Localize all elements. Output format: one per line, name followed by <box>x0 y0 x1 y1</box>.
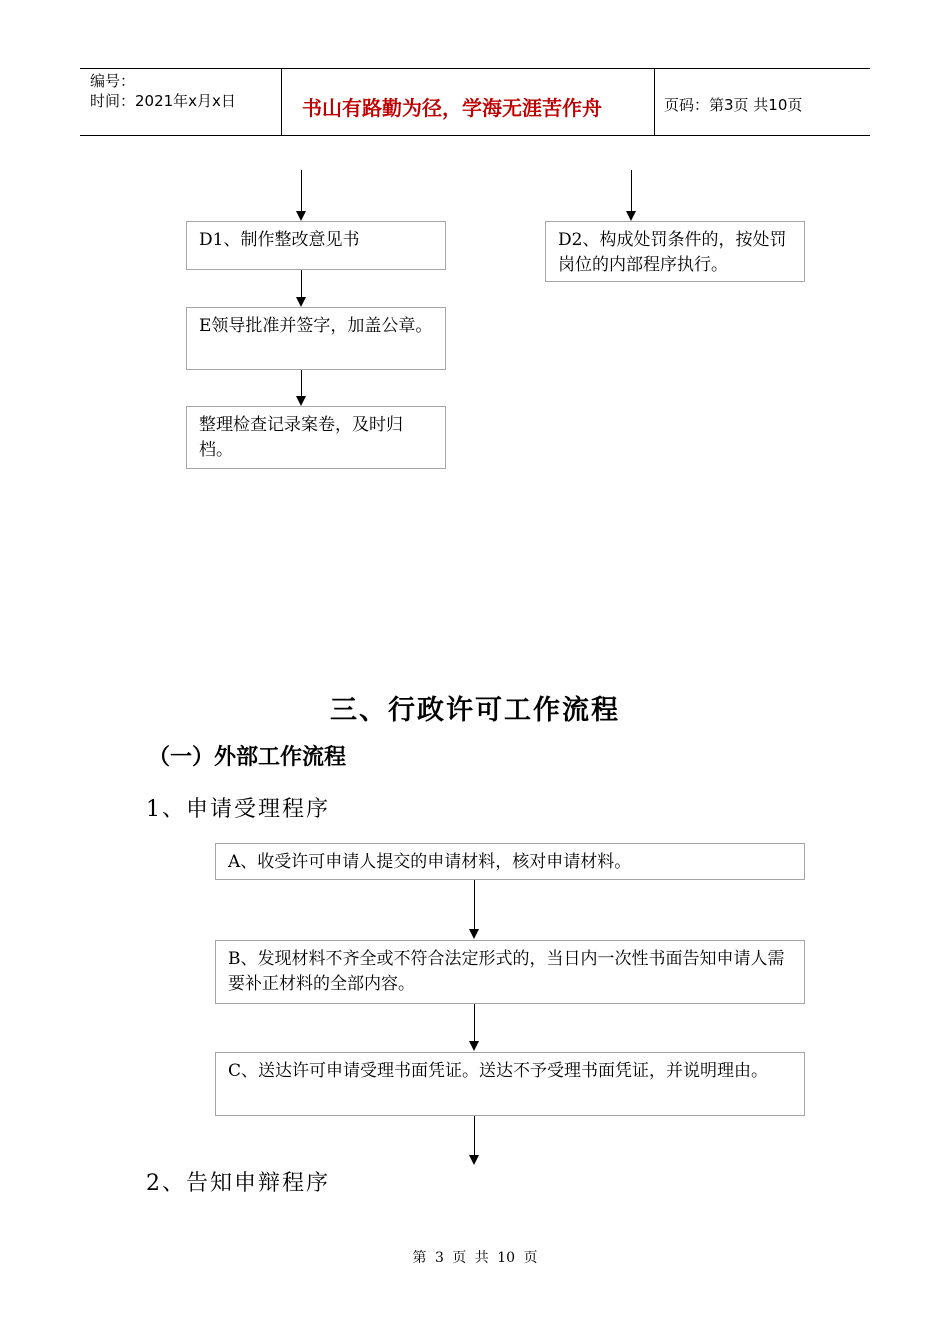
step-heading-1: 1、申请受理程序 <box>146 797 330 822</box>
connector-line <box>474 1116 475 1156</box>
header-divider-2 <box>654 68 655 136</box>
flow-box-c: C、送达许可申请受理书面凭证。送达不予受理书面凭证，并说明理由。 <box>215 1052 805 1116</box>
arrow-down-icon <box>469 929 479 939</box>
connector-line <box>474 1004 475 1042</box>
header-bottom-rule <box>80 135 870 136</box>
page-footer: 第 3 页 共 10 页 <box>412 1250 538 1266</box>
header-motto: 书山有路勤为径，学海无涯苦作舟 <box>302 96 602 120</box>
arrow-down-icon <box>469 1041 479 1051</box>
flow-box-e: E领导批准并签字，加盖公章。 <box>186 307 446 370</box>
arrow-down-icon <box>469 1155 479 1165</box>
flow-box-a: A、收受许可申请人提交的申请材料，核对申请材料。 <box>215 843 805 880</box>
connector-line <box>631 170 632 212</box>
header-top-rule <box>80 68 870 69</box>
header-page-info: 页码：第3页 共10页 <box>664 96 803 114</box>
flow-box-d1: D1、制作整改意见书 <box>186 221 446 270</box>
connector-line <box>301 170 302 212</box>
header-number: 编号： <box>90 72 136 90</box>
arrow-down-icon <box>626 211 636 221</box>
header-time: 时间：2021年x月x日 <box>90 92 236 110</box>
flow-box-d2: D2、构成处罚条件的，按处罚岗位的内部程序执行。 <box>545 221 805 282</box>
header-divider-1 <box>281 68 282 136</box>
section-subtitle: （一）外部工作流程 <box>148 744 347 770</box>
connector-line <box>301 370 302 397</box>
connector-line <box>474 880 475 930</box>
step-heading-2: 2、告知申辩程序 <box>146 1171 330 1196</box>
arrow-down-icon <box>296 211 306 221</box>
arrow-down-icon <box>296 396 306 406</box>
flow-box-archive: 整理检查记录案卷，及时归档。 <box>186 406 446 469</box>
section-title: 三、行政许可工作流程 <box>330 695 620 726</box>
arrow-down-icon <box>296 297 306 307</box>
flow-box-b: B、发现材料不齐全或不符合法定形式的，当日内一次性书面告知申请人需要补正材料的全部内容。 <box>215 940 805 1004</box>
connector-line <box>301 270 302 298</box>
